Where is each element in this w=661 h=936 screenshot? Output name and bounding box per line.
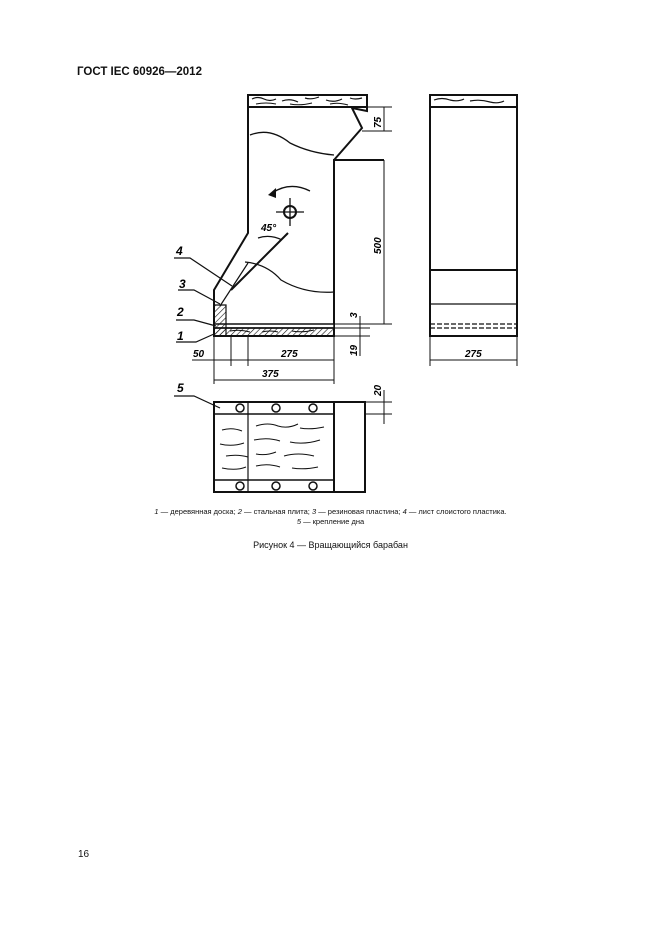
legend-text-3: — резиновая пластина; [316,507,403,516]
figure-caption: Рисунок 4 — Вращающийся барабан [253,540,408,550]
figure-legend-line-2 [0,517,661,527]
callout-3: 3 [179,277,186,291]
dim-275-side: 275 [465,349,482,360]
dim-20: 20 [373,384,384,396]
dim-50: 50 [193,349,205,360]
front-view [214,95,384,336]
angle-label: 45° [261,223,277,234]
callout-1: 1 [177,329,184,343]
legend-num-1: 1 [154,507,159,516]
dim-275-front: 275 [281,349,298,360]
dim-375: 375 [262,369,279,380]
legend-text-4: — лист слоистого пластика. [406,507,507,516]
figure-legend [0,507,661,517]
plan-view [214,402,365,492]
dim-75: 75 [373,116,384,128]
legend-text-2: — стальная плита; [241,507,312,516]
legend-num-5: 5 [296,517,301,526]
document-header: ГОСТ IEC 60926—2012 [77,66,202,78]
legend-text-5: — крепление дна [300,517,365,526]
legend-num-2: 2 [237,507,242,516]
dim-19: 19 [349,344,360,356]
page-number: 16 [78,849,90,860]
dim-500: 500 [373,237,384,254]
dim-3: 3 [349,312,360,318]
legend-text-1: — деревянная доска; [158,507,238,516]
callout-2: 2 [177,305,184,319]
legend-num-3: 3 [311,507,317,516]
callout-4: 4 [176,244,183,258]
legend-num-4: 4 [402,507,407,516]
side-view [430,95,517,336]
callout-5: 5 [177,381,184,395]
